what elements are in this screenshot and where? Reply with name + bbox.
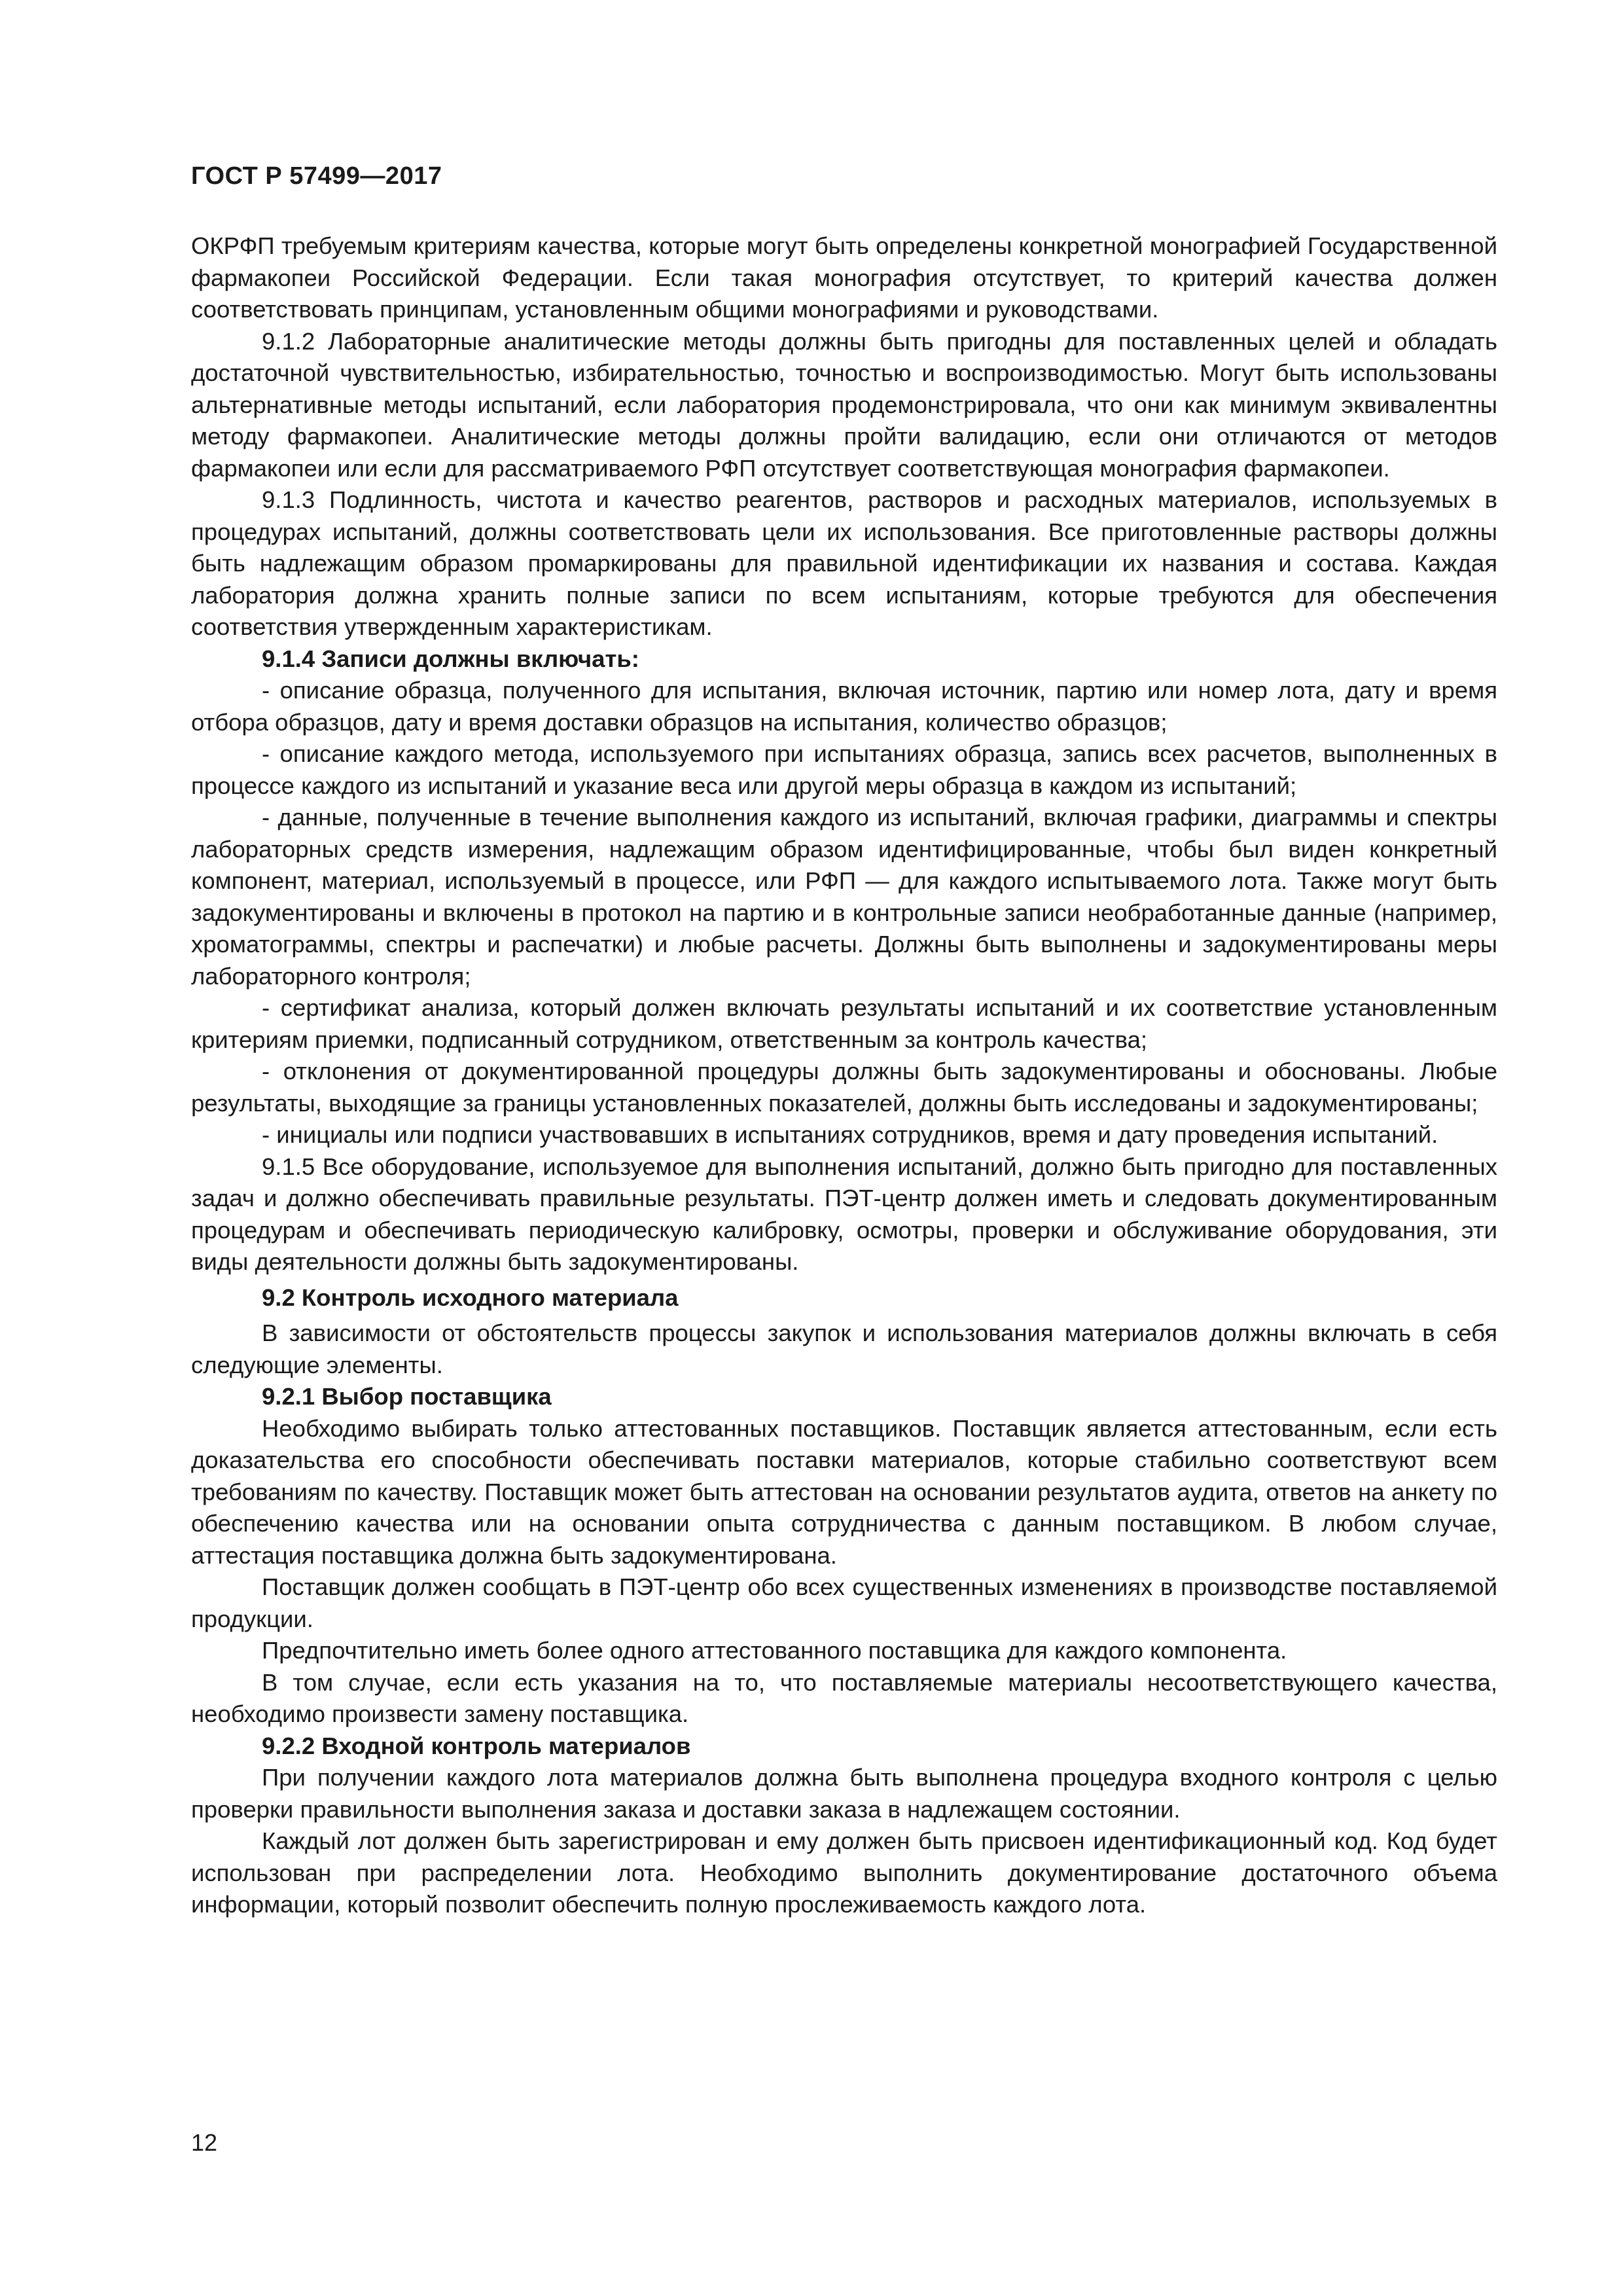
list-item: - отклонения от документированной процедуры должны быть задокументированы и обоснованы. Любые результаты, выходящие за границы установленных показателей, должны быть исследованы и задокументированы; [191, 1058, 1497, 1117]
list-item: - описание образца, полученного для испытания, включая источник, партию или номер лота, дату и время отбора образцов, дату и время доставки образцов на испытания, количество образцов; [191, 677, 1497, 736]
paragraph-9-1-5: 9.1.5 Все оборудование, используемое для выполнения испытаний, должно быть пригодно для поставленных задач и должно обеспечивать правильные результаты. ПЭТ-центр должен иметь и следовать документированным процедурам и обеспечивать периодическую калибровку, осмотры, проверки и обслуживание оборудования, эти виды деятельности должны быть задокументированы. [191, 1153, 1497, 1275]
heading-9-2-1: 9.2.1 Выбор поставщика [262, 1383, 552, 1410]
list-item: - инициалы или подписи участвовавших в испытаниях сотрудников, время и дату проведения испытаний. [262, 1121, 1438, 1148]
paragraph-9-2-intro: В зависимости от обстоятельств процессы закупок и использования материалов должны включать в себя следующие элементы. [191, 1319, 1497, 1378]
page-number: 12 [191, 2129, 218, 2156]
paragraph-9-1-2: 9.1.2 Лабораторные аналитические методы должны быть пригодны для поставленных целей и обладать достаточной чувствительностью, избирательностью, точностью и воспроизводимостью. Могут быть использованы альтернативные методы испытаний, если лаборатория продемонстрировала, что они как минимум эквивалентны методу фармакопеи. Аналитические методы должны пройти валидацию, если они отличаются от методов фармакопеи или если для рассматриваемого РФП отсутствует соответствующая монография фармакопеи. [191, 327, 1497, 482]
paragraph-supplier-notify: Поставщик должен сообщать в ПЭТ-центр обо всех существенных изменениях в производстве поставляемой продукции. [191, 1573, 1497, 1632]
document-header-title: ГОСТ Р 57499—2017 [191, 162, 442, 190]
paragraph-supplier-preference: Предпочтительно иметь более одного аттестованного поставщика для каждого компонента. [262, 1637, 1287, 1664]
list-item: - сертификат анализа, который должен включать результаты испытаний и их соответствие установленным критериям приемки, подписанный сотрудником, ответственным за контроль качества; [191, 994, 1497, 1053]
paragraph-incoming-control: При получении каждого лота материалов должна быть выполнена процедура входного контроля с целью проверки правильности выполнения заказа и доставки заказа в надлежащем состоянии. [191, 1764, 1497, 1823]
paragraph-continuation: ОКРФП требуемым критериям качества, которые могут быть определены конкретной монографией Государственной фармакопеи Российской Федерации. Если такая монография отсутствует, то критерий качества должен соответствовать принципам, установленным общими монографиями и руководствами. [191, 232, 1497, 323]
heading-9-2-2: 9.2.2 Входной контроль материалов [262, 1732, 691, 1759]
paragraph-9-1-3: 9.1.3 Подлинность, чистота и качество реагентов, растворов и расходных материалов, используемых в процедурах испытаний, должны соответствовать цели их использования. Все приготовленные растворы должны быть надлежащим образом промаркированы для правильной идентификации их названия и состава. Каждая лаборатория должна хранить полные записи по всем испытаниям, которые требуются для обеспечения соответствия утвержденным характеристикам. [191, 486, 1497, 640]
list-item: - данные, полученные в течение выполнения каждого из испытаний, включая графики, диаграммы и спектры лабораторных средств измерения, надлежащим образом идентифицированные, чтобы был виден конкретный компонент, материал, используемый в процессе, или РФП — для каждого испытываемого лота. Также могут быть задокументированы и включены в протокол на партию и в контрольные записи необработанные данные (например, хроматограммы, спектры и распечатки) и любые расчеты. Должны быть выполнены и задокументированы меры лабораторного контроля; [191, 804, 1497, 990]
heading-9-2: 9.2 Контроль исходного материала [262, 1283, 679, 1311]
paragraph-supplier-replace: В том случае, если есть указания на то, что поставляемые материалы несоответствующего качества, необходимо произвести замену поставщика. [191, 1668, 1497, 1727]
list-item: - описание каждого метода, используемого при испытаниях образца, запись всех расчетов, выполненных в процессе каждого из испытаний и указание веса или другой меры образца в каждом из испытаний; [191, 740, 1497, 799]
paragraph-lot-registration: Каждый лот должен быть зарегистрирован и ему должен быть присвоен идентификационный код. Код будет использован при распределении лота. Необходимо выполнить документирование достаточного объема информации, который позволит обеспечить полную прослеживаемость каждого лота. [191, 1827, 1497, 1918]
heading-9-1-4: 9.1.4 Записи должны включать: [262, 645, 639, 672]
paragraph-supplier-selection: Необходимо выбирать только аттестованных поставщиков. Поставщик является аттестованным, если есть доказательства его способности обеспечивать поставки материалов, которые стабильно соответствуют всем требованиям по качеству. Поставщик может быть аттестован на основании результатов аудита, ответов на анкету по обеспечению качества или на основании опыта сотрудничества с данным поставщиком. В любом случае, аттестация поставщика должна быть задокументирована. [191, 1414, 1497, 1569]
document-body [191, 230, 1497, 1921]
